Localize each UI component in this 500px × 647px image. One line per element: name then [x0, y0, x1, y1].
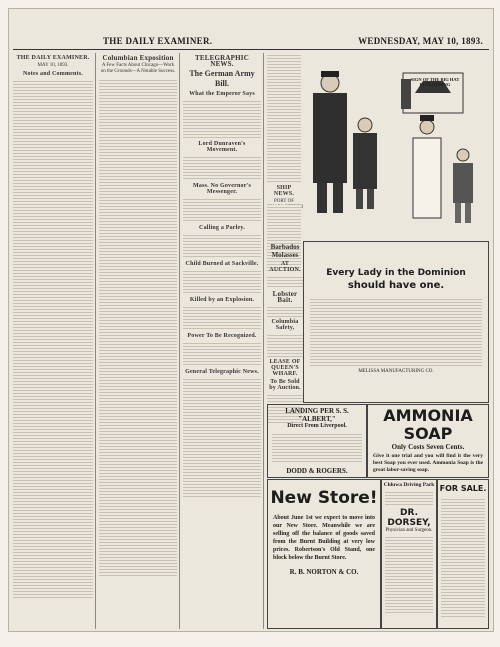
col3-text-block: [183, 155, 261, 181]
dominion-footer: MELISSA MANUFACTURING CO.: [358, 369, 434, 374]
col3-subhead: The German Army Bill.: [189, 69, 255, 88]
albert-ad: [267, 404, 367, 478]
col4-text-block: [267, 53, 301, 183]
col1-headline: THE DAILY EXAMINER.: [16, 55, 90, 61]
column-3: [183, 53, 261, 627]
barbados-headline: Barbados Molasses: [270, 243, 300, 259]
column-4-notices: [267, 241, 303, 401]
col2-sub: A Few Facts About Chicago—Work on the Grounds—A Notable Success.: [100, 63, 176, 74]
masthead-date: WEDNESDAY, MAY 10, 1893.: [358, 36, 483, 46]
column-2: [99, 53, 177, 627]
col4-port: PORT OF: [273, 199, 295, 204]
col3-item: Mass. No Governor's Messenger.: [193, 183, 251, 195]
col3-item: Lord Dunraven's Movement.: [198, 141, 246, 153]
auction-headline: To Be Sold by Auction.: [269, 379, 301, 391]
col3-sub2: What the Emperor Says: [189, 91, 255, 97]
column-1: [13, 53, 93, 627]
barbados-title-box: [267, 207, 301, 227]
newspaper-page: [8, 8, 494, 632]
ammonia-sub: Only Costs Seven Cents.: [391, 443, 465, 451]
col2-text-block: [99, 78, 177, 578]
col3-text-block: [183, 99, 261, 139]
dominion-sub: should have one.: [347, 280, 445, 291]
queen-headline: LEASE OF QUEEN'S WHARF.: [269, 359, 301, 377]
column-rule: [95, 53, 96, 629]
dominion-text: [310, 297, 482, 367]
col3-text-block: [183, 233, 261, 259]
col3-text-block: [183, 269, 261, 295]
columbia-headline: Columbia Safety,: [271, 319, 299, 331]
albert-sub: Direct From Liverpool.: [287, 423, 347, 429]
col3-item: Child Burned at Sackville.: [185, 261, 259, 267]
dorsey-sub: Physician and Surgeon.: [385, 528, 433, 533]
ammonia-body: Give it one trial and you will find it the very best Soap you ever used. Ammonia Soap is the great labor-saving soap.: [373, 453, 483, 473]
dominion-ad: [303, 241, 489, 403]
dominion-headline: Every Lady in the Dominion: [326, 268, 466, 278]
forsale-headline: FOR SALE.: [439, 484, 487, 493]
masthead-title: THE DAILY EXAMINER.: [103, 36, 213, 46]
clothing-ad: [303, 53, 487, 239]
col3-item: Calling a Parley.: [199, 225, 245, 231]
newstore-headline: New Store!: [270, 488, 378, 508]
masthead: [13, 35, 489, 50]
ammonia-ad: [367, 404, 489, 478]
col3-headline: TELEGRAPHIC NEWS.: [195, 54, 249, 68]
albert-headline: LANDING PER S. S. "ALBERT,": [285, 407, 349, 423]
column-rule: [263, 53, 264, 629]
lobster-headline: Lobster Bait.: [272, 290, 298, 304]
col3-text-block: [183, 377, 261, 497]
newstore-ad: [267, 479, 381, 629]
forsale-ad: [437, 479, 489, 629]
newstore-body: About June 1st we expect to move into our New Store. Meanwhile we are selling off the balance of goods saved from the Burnt Building at very low prices. Robertson's Old Stand, one block below the Burnt Store.: [273, 515, 375, 561]
col1-section: Notes and Comments.: [23, 71, 83, 77]
col4-notice: SHIP NEWS.: [273, 185, 295, 197]
newstore-firm: R. B. NORTON & CO.: [289, 568, 359, 576]
ammonia-headline: AMMONIA SOAP: [383, 406, 473, 443]
driving-headline: Chluwa Driving Park: [383, 482, 435, 488]
clothing-sign: SIGN OF THE BIG HAT IN CLOTHING: [410, 77, 460, 87]
col3-item: General Telegraphic News.: [185, 369, 259, 375]
col3-item: Killed by an Explosion.: [189, 297, 255, 303]
col1-text-block: [13, 79, 93, 599]
column-rule: [179, 53, 180, 629]
dorsey-ad: [381, 479, 437, 629]
dorsey-headline: DR. DORSEY,: [387, 508, 431, 528]
col1-sub: MAY 10, 1893.: [37, 63, 69, 68]
barbados-sub: AT AUCTION.: [269, 261, 301, 273]
col2-headline: Columbian Exposition: [102, 54, 174, 62]
albert-firm: DODD & ROGERS.: [286, 467, 348, 475]
col3-item: Power To Be Recognized.: [187, 333, 257, 339]
col3-text-block: [183, 341, 261, 367]
col3-text-block: [183, 305, 261, 331]
col3-text-block: [183, 197, 261, 223]
